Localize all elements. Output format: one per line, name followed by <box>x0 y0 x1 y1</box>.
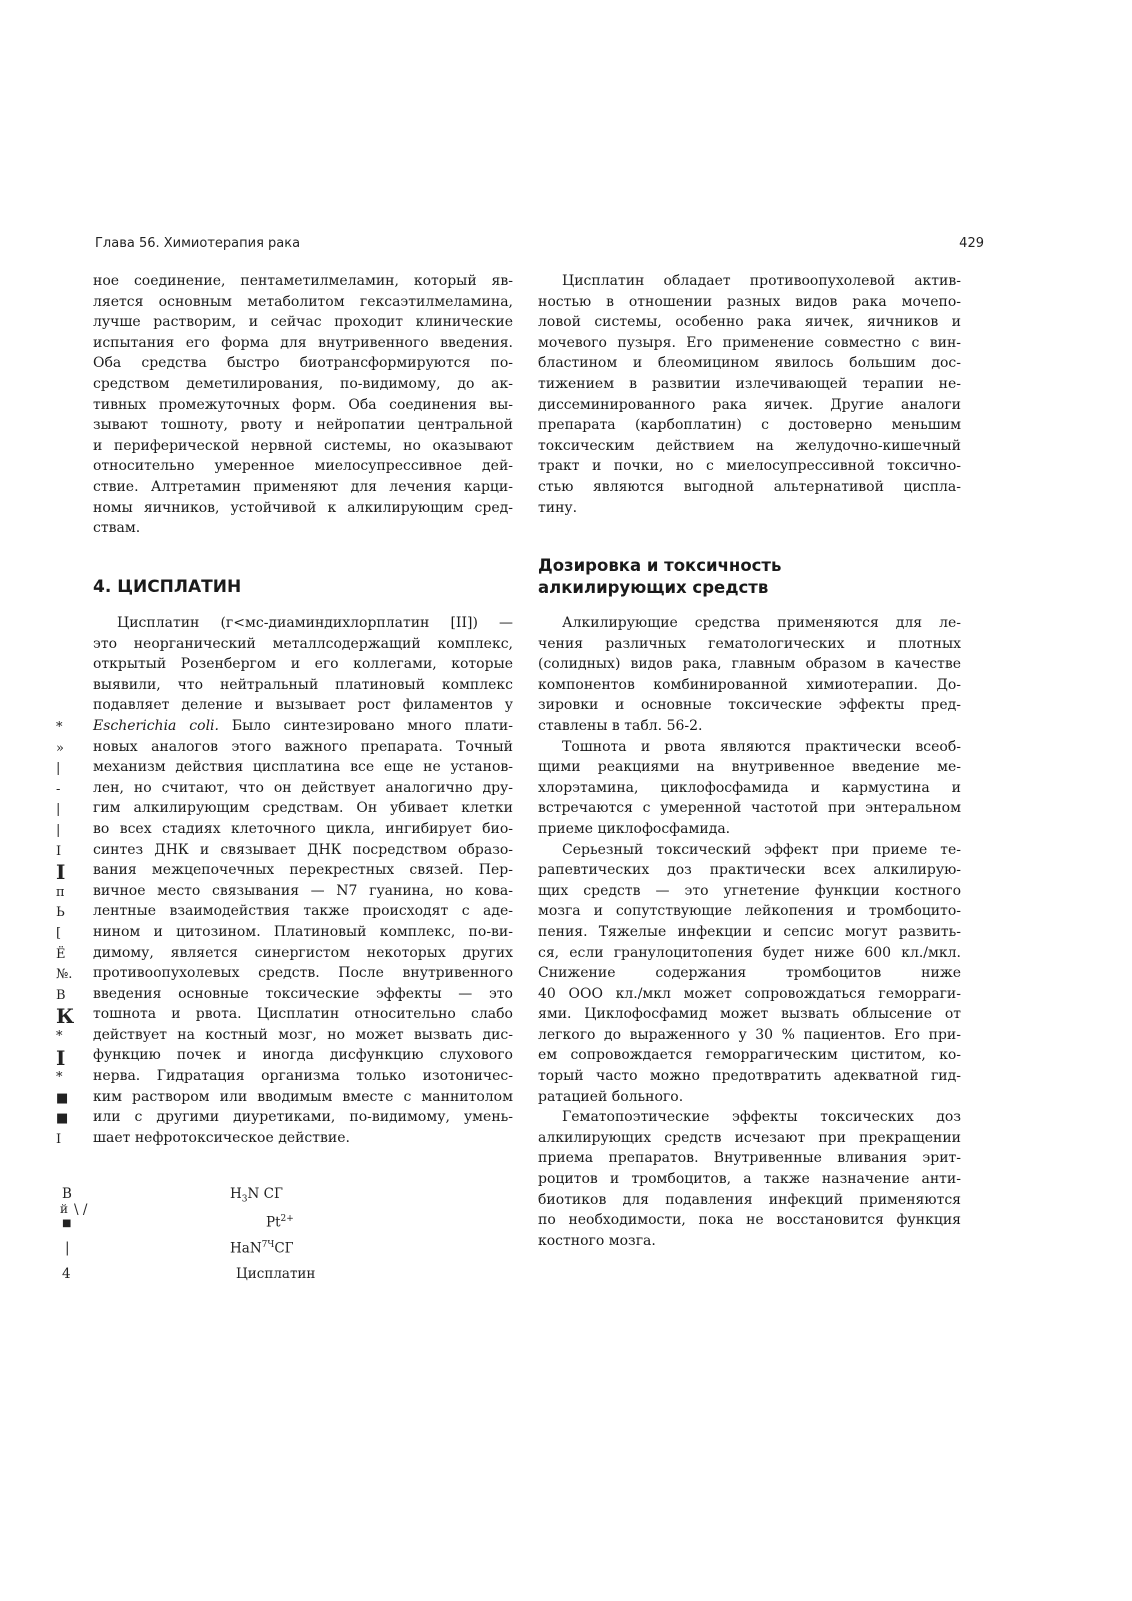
text-line: тракт и почки, но с миелосупрессивной токсично- <box>538 458 961 475</box>
text-line: ратацией больного. <box>538 1088 684 1105</box>
margin-mark: Ё <box>56 946 66 962</box>
margin-scan-marks <box>56 718 75 1150</box>
text-line: зывают тошноту, рвоту и нейропатии центральной <box>93 417 513 434</box>
text-line: тижением в развитии излечивающей терапии не- <box>538 375 961 392</box>
text-line: димому, является синергистом некоторых других <box>93 944 513 961</box>
text-line: относительно умеренное миелосупрессивное дей- <box>93 458 513 475</box>
formula-line-3: HaN$^{7Ч}$СГ <box>230 1240 294 1257</box>
text-line: ляется основным метаболитом гексаэтилмеламина, <box>93 293 513 310</box>
margin-mark: [ <box>56 925 62 941</box>
margin-mark: | <box>56 822 61 838</box>
margin-mark: » <box>56 740 64 756</box>
text-line: и периферической нервной системы, но оказывают <box>93 437 513 454</box>
paragraph <box>538 737 961 840</box>
text-line: компонентов комбинированной химиотерапии. До- <box>538 676 961 693</box>
text-line: гим алкилирующим средствам. Он убивает клетки <box>93 800 513 817</box>
heading-line: Дозировка и токсичность <box>538 556 782 575</box>
margin-mark: * <box>56 1070 63 1086</box>
text-line: мочевого пузыря. Его применение совместно с вин- <box>538 334 961 351</box>
formula-line-2: $Pt^{2+}$ <box>266 1214 294 1231</box>
text-line: шает нефротоксическое действие. <box>93 1129 350 1146</box>
text-line: Снижение содержания тромбоцитов ниже <box>538 965 961 982</box>
margin-mark: * <box>56 720 63 735</box>
text-line: номы яичников, устойчивой к алкилирующим сред- <box>93 499 513 516</box>
text-line: лучше растворим, и сейчас проходит клинические <box>93 314 513 331</box>
text-line: стью являются выгодной альтернативой циспла- <box>538 478 961 495</box>
margin-mark: п <box>56 884 65 900</box>
text-line: тошнота и рвота. Цисплатин относительно слабо <box>93 1006 513 1023</box>
text-line: легкого до выраженного у 30 % пациентов. Его при- <box>538 1026 961 1043</box>
formula-line-1: $H_3N$ СГ <box>230 1186 283 1205</box>
text-line: рапевтических доз практически всех алкилирую- <box>538 862 961 879</box>
paragraph <box>538 840 961 1108</box>
text-line: тину. <box>538 499 578 516</box>
margin-mark: - <box>56 781 61 797</box>
text-line: биотиков для подавления инфекций применяются <box>538 1191 961 1208</box>
text-line: открытый Розенбергом и его коллегами, которые <box>93 656 513 673</box>
text-line: во всех стадиях клеточного цикла, ингибирует био- <box>93 820 513 837</box>
text-line: роцитов и тромбоцитов, а также назначение анти- <box>538 1171 961 1188</box>
text-line: ями. Циклофосфамид может вызвать облысение от <box>538 1006 961 1023</box>
text-line: ностью в отношении разных видов рака мочепо- <box>538 293 961 310</box>
text-line: действует на костный мозг, но может вызвать дис- <box>93 1026 513 1043</box>
margin-mark: ■ <box>56 1090 69 1106</box>
text-line: нерва. Гидратация организма только изотоничес- <box>93 1068 513 1085</box>
text-line: Серьезный токсический эффект при приеме те- <box>562 841 961 858</box>
right-column-top <box>538 271 961 518</box>
margin-mark: ■ <box>56 1111 69 1127</box>
text-line: испытания его форма для внутривенного введения. <box>93 334 513 351</box>
text-line: по необходимости, пока не восстановится функция <box>538 1212 961 1229</box>
text-line: синтез ДНК и связывает ДНК посредством образо- <box>93 841 513 858</box>
margin-mark: №. <box>56 967 73 983</box>
paragraph <box>538 271 961 518</box>
margin-mark: I <box>56 860 66 885</box>
text-line: ное соединение, пентаметилмеламин, который яв- <box>93 273 513 289</box>
subsection-heading <box>538 555 781 599</box>
text-line: Тошнота и рвота являются практически всеоб- <box>562 738 961 755</box>
margin-mark: К <box>56 1004 75 1029</box>
text-line: пения. Тяжелые инфекции и сепсис могут развить- <box>538 923 961 940</box>
paragraph <box>93 271 513 539</box>
text-line: лентные взаимодействия также происходят с аде- <box>93 903 513 920</box>
text-line: лен, но считают, что он действует аналогично дру- <box>93 779 513 796</box>
paragraph <box>538 613 961 737</box>
text-line: Оба средства быстро биотрансформируются по- <box>93 355 513 372</box>
text-fragment: Было синтезировано много плати- <box>218 717 513 734</box>
text-line: выявили, что нейтральный платиновый комплекс <box>93 676 513 693</box>
margin-mark: ■ <box>62 1218 72 1229</box>
text-line: препарата (карбоплатин) с достоверно меньшим <box>538 417 961 434</box>
text-line: противоопухолевых средств. После внутривенного <box>93 965 513 982</box>
text-line: щими реакциями на внутривенное введение ме- <box>538 759 961 776</box>
text-line: диссеминированного рака яичек. Другие аналоги <box>538 396 961 413</box>
left-column-top <box>93 271 513 539</box>
margin-mark: * <box>56 1028 63 1044</box>
text-line: тивных промежуточных форм. Оба соединения вы- <box>93 396 513 413</box>
text-line: мозга и сопутствующие лейкопения и тромбоцито- <box>538 903 961 920</box>
margin-mark: й <box>60 1202 68 1216</box>
species-name: Escherichia coli. <box>93 717 219 734</box>
margin-mark: | <box>56 802 61 818</box>
text-line: зировки и основные токсические эффекты пред- <box>538 697 961 714</box>
margin-mark: I <box>56 1045 66 1070</box>
text-line: функцию почек и иногда дисфункцию слухового <box>93 1047 513 1064</box>
text-line: механизм действия цисплатина все еще не установ- <box>93 759 513 776</box>
bond-lines: \ / <box>74 1202 88 1218</box>
text-line: подавляет деление и вызывает рост филаментов у <box>93 697 513 714</box>
text-line: ловой системы, особенно рака яичек, яичников и <box>538 314 961 331</box>
text-line: Алкилирующие средства применяются для ле- <box>562 615 961 631</box>
text-line: ем сопровождается геморрагическим циститом, ко- <box>538 1047 961 1064</box>
text-line: ствам. <box>93 520 141 537</box>
text-line: вания межцепочечных перекрестных связей. Пер- <box>93 862 513 879</box>
running-title: Глава 56. Химиотерапия рака <box>95 236 301 251</box>
text-line: ставлены в табл. 56-2. <box>538 717 703 734</box>
margin-mark: 4 <box>62 1266 71 1282</box>
right-column-bottom <box>538 613 961 1251</box>
text-line: чения различных гематологических и плотных <box>538 635 961 652</box>
text-line: хлорэтамина, циклофосфамида и кармустина и <box>538 779 961 796</box>
text-line <box>93 716 513 737</box>
paragraph <box>538 1107 961 1251</box>
text-line: щих средств — это угнетение функции костного <box>538 882 961 899</box>
text-line: введения основные токсические эффекты — это <box>93 985 513 1002</box>
text-line: Цисплатин обладает противоопухолевой актив- <box>562 273 961 289</box>
margin-mark: В <box>56 987 66 1003</box>
text-line: 40 ООО кл./мкл может сопровождаться геморраги- <box>538 985 961 1002</box>
text-line: токсическим действием на желудочно-кишечный <box>538 437 961 454</box>
text-line: Гематопоэтические эффекты токсических доз <box>562 1109 961 1126</box>
text-line: это неорганический металлсодержащий комплекс, <box>93 635 513 652</box>
text-line: средством деметилирования, по-видимому, до ак- <box>93 375 513 392</box>
text-line: вичное место связывания — N7 гуанина, но кова- <box>93 882 513 899</box>
heading-line: алкилирующих средств <box>538 578 769 597</box>
text-line: ким раствором или вводимым вместе с маннитолом <box>93 1088 513 1105</box>
text-line: алкилирующих средств исчезают при прекращении <box>538 1129 961 1146</box>
margin-mark: I <box>56 843 62 859</box>
margin-mark: | <box>56 761 61 777</box>
text-line: (солидных) видов рака, главным образом в качестве <box>538 656 961 673</box>
text-line: встречаются с умеренной частотой при энтеральном <box>538 800 961 817</box>
text-line: ся, если гранулоцитопения будет ниже 600 кл./мкл. <box>538 944 961 961</box>
margin-mark: Ь <box>56 905 65 921</box>
text-line: костного мозга. <box>538 1232 656 1249</box>
page-number: 429 <box>959 236 984 251</box>
text-line: торый часто можно предотвратить адекватной гид- <box>538 1068 961 1085</box>
text-line: приема препаратов. Внутривенные вливания эрит- <box>538 1150 961 1167</box>
left-column-bottom <box>93 613 513 1148</box>
text-line: приеме циклофосфамида. <box>538 820 731 837</box>
text-line: Цисплатин (г<мс-диаминдихлорплатин [II]) — <box>117 615 513 631</box>
text-line: новых аналогов этого важного препарата. Точный <box>93 738 513 755</box>
margin-mark: В <box>62 1186 72 1202</box>
cisplatin-formula <box>56 1186 376 1286</box>
text-line: бластином и блеомицином явилось большим дос- <box>538 355 961 372</box>
section-heading: 4. ЦИСПЛАТИН <box>93 577 242 597</box>
text-line: нином и цитозином. Платиновый комплекс, по-ви- <box>93 923 513 940</box>
paragraph <box>93 613 513 1148</box>
margin-mark: | <box>65 1240 70 1256</box>
text-line: ствие. Алтретамин применяют для лечения карци- <box>93 478 513 495</box>
formula-caption: Цисплатин <box>236 1266 316 1282</box>
text-line: или с другими диуретиками, по-видимому, умень- <box>93 1109 513 1126</box>
margin-mark: I <box>56 1131 62 1147</box>
